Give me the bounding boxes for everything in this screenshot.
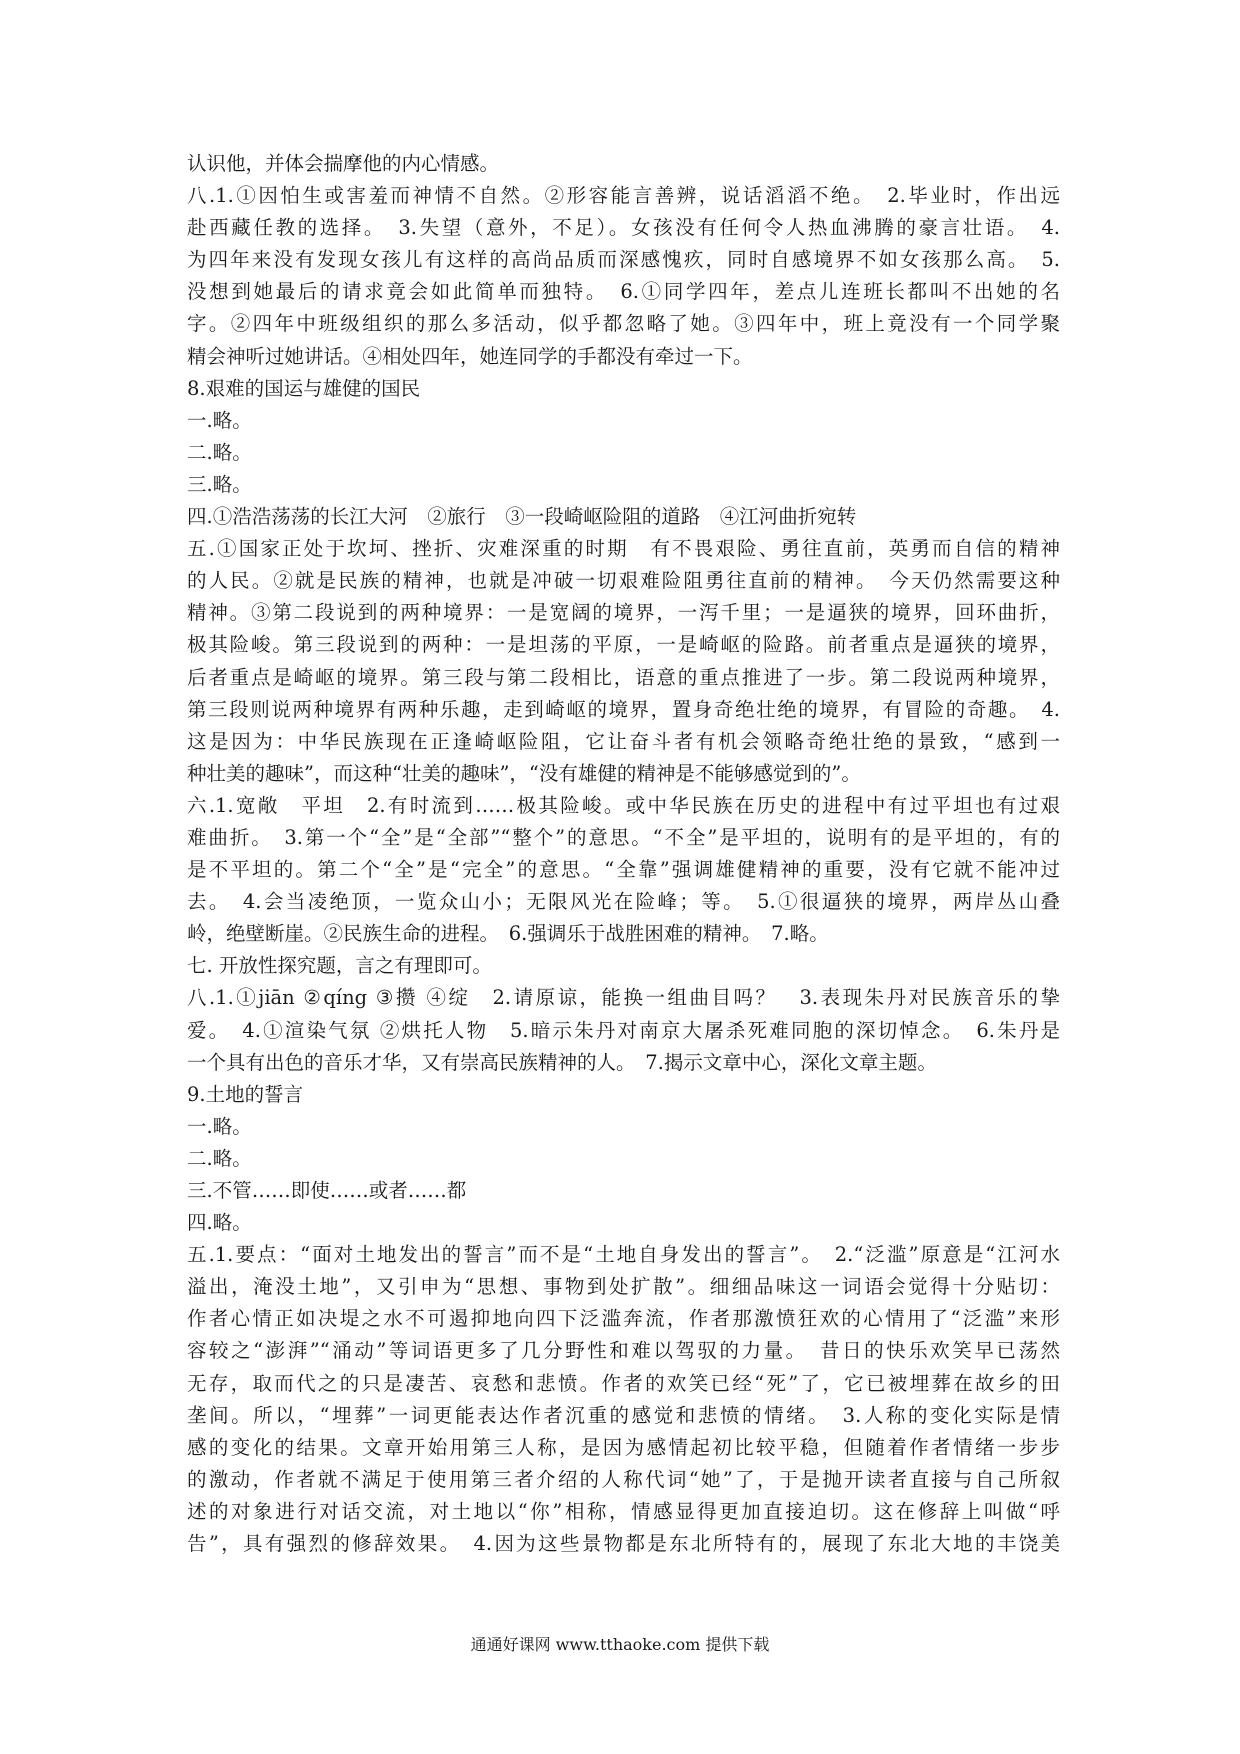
text-line: 二.略。: [187, 1146, 252, 1170]
text-line: 去。 4.会当凌绝顶，一览众山小；无限风光在险峰；等。 5.①很逼狭的境界，两岸丛山叠: [187, 890, 1060, 914]
text-line: 这是因为：中华民族现在正逢崎岖险阻，它让奋斗者有机会领略奇绝壮绝的景致，“感到一: [187, 729, 1060, 753]
text-line: 一个具有出色的音乐才华，又有崇高民族精神的人。 7.揭示文章中心，深化文章主题。: [187, 1050, 937, 1074]
text-line: 一.略。: [187, 408, 252, 432]
text-line: 无存，取而代之的只是凄苦、哀愁和悲愤。作者的欢笑已经“死”了，它已被埋葬在故乡的田: [187, 1371, 1060, 1395]
text-line: 种壮美的趣味”，而这种“壮美的趣味”，“没有雄健的精神是不能够感觉到的”。: [187, 761, 861, 785]
text-line: 8.艰难的国运与雄健的国民: [187, 376, 421, 400]
text-line: 六.1.宽敞 平坦 2.有时流到……极其险峻。或中华民族在历史的进程中有过平坦也有过艰: [187, 793, 1060, 817]
text-line: 告”，具有强烈的修辞效果。 4.因为这些景物都是东北所特有的，展现了东北大地的丰饶美: [187, 1532, 1060, 1556]
text-line: 是不平坦的。第二个“全”是“完全”的意思。“全靠”强调雄健精神的重要，没有它就不能冲过: [187, 858, 1060, 882]
text-line: 垄间。所以，“埋葬”一词更能表达作者沉重的感觉和悲愤的情绪。 3.人称的变化实际是情: [187, 1403, 1060, 1427]
text-line: 三.略。: [187, 472, 252, 496]
text-line: 赴西藏任教的选择。 3.失望（意外，不足）。女孩没有任何令人热血沸腾的豪言壮语。 4.: [187, 216, 1060, 240]
text-line: 五.①国家正处于坎坷、挫折、灾难深重的时期 有不畏艰险、勇往直前，英勇而自信的精神: [187, 537, 1060, 561]
text-line: 五.1.要点：“面对土地发出的誓言”而不是“土地自身发出的誓言”。 2.“泛滥”原意是“江河水: [187, 1243, 1060, 1267]
text-line: 第三段则说两种境界有两种乐趣，走到崎岖的境界，置身奇绝壮绝的境界，有冒险的奇趣。 4.: [187, 697, 1060, 721]
text-line: 二.略。: [187, 440, 252, 464]
text-line: 的激动，作者就不满足于使用第三者介绍的人称代词“她”了，于是抛开读者直接与自己所叙: [187, 1467, 1060, 1491]
text-line: 八.1.①因怕生或害羞而神情不自然。②形容能言善辨，说话滔滔不绝。 2.毕业时，作出远: [187, 184, 1060, 208]
text-line: 容较之“澎湃”“涌动”等词语更多了几分野性和难以驾驭的力量。 昔日的快乐欢笑早已荡然: [187, 1339, 1060, 1363]
text-line: 9.土地的誓言: [187, 1082, 304, 1106]
text-line: 四.略。: [187, 1211, 252, 1235]
text-line: 感的变化的结果。文章开始用第三人称，是因为感情起初比较平稳，但随着作者情绪一步步: [187, 1435, 1060, 1459]
text-line: 的人民。②就是民族的精神，也就是冲破一切艰难险阻勇往直前的精神。 今天仍然需要这种: [187, 569, 1060, 593]
text-line: 一.略。: [187, 1114, 252, 1138]
text-line: 为四年来没有发现女孩儿有这样的高尚品质而深感愧疚，同时自感境界不如女孩那么高。 5.: [187, 248, 1060, 272]
text-line: 岭，绝壁断崖。②民族生命的进程。 6.强调乐于战胜困难的精神。 7.略。: [187, 922, 829, 946]
text-line: 认识他，并体会揣摩他的内心情感。: [187, 152, 500, 175]
text-line: 爱。 4.①渲染气氛 ②烘托人物 5.暗示朱丹对南京大屠杀死难同胞的深切悼念。 6.朱丹是: [187, 1018, 1060, 1042]
text-line: 极其险峻。第三段说到的两种：一是坦荡的平原，一是崎岖的险路。前者重点是逼狭的境界，: [187, 633, 1060, 657]
text-line: 溢出，淹没土地”，又引申为“思想、事物到处扩散”。细细品味这一词语会觉得十分贴切：: [187, 1275, 1060, 1299]
document-body: [187, 148, 1060, 1560]
text-line: 八.1.①jiān ②qíng ③攒 ④绽 2.请原谅，能换一组曲目吗？ 3.表现朱丹对民族音乐的挚: [187, 986, 1060, 1010]
page-footer: 通通好课网 www.tthaoke.com 提供下载: [470, 1635, 770, 1654]
text-line: 三.不管……即使……或者……都: [187, 1179, 467, 1202]
text-line: 没想到她最后的请求竟会如此简单而独特。 6.①同学四年，差点儿连班长都叫不出她的名: [187, 280, 1060, 304]
text-line: 述的对象进行对话交流，对土地以“你”相称，情感显得更加直接迫切。这在修辞上叫做“呼: [187, 1499, 1060, 1523]
text-line: 精神。③第二段说到的两种境界：一是宽阔的境界，一泻千里；一是逼狭的境界，回环曲折，: [187, 601, 1060, 625]
text-line: 后者重点是崎岖的境界。第三段与第二段相比，语意的重点推进了一步。第二段说两种境界，: [187, 665, 1060, 689]
text-line: 七. 开放性探究题，言之有理即可。: [187, 954, 492, 978]
text-line: 字。②四年中班级组织的那么多活动，似乎都忽略了她。③四年中，班上竟没有一个同学聚: [187, 312, 1060, 336]
text-line: 精会神听过她讲话。④相处四年，她连同学的手都没有牵过一下。: [187, 344, 753, 368]
text-line: 四.①浩浩荡荡的长江大河 ②旅行 ③一段崎岖险阻的道路 ④江河曲折宛转: [187, 505, 857, 529]
text-line: 作者心情正如决堤之水不可遏抑地向四下泛滥奔流，作者那激愤狂欢的心情用了“泛滥”来形: [187, 1307, 1060, 1331]
text-line: 难曲折。 3.第一个“全”是“全部”“整个”的意思。“不全”是平坦的，说明有的是平坦的，有的: [187, 825, 1060, 849]
